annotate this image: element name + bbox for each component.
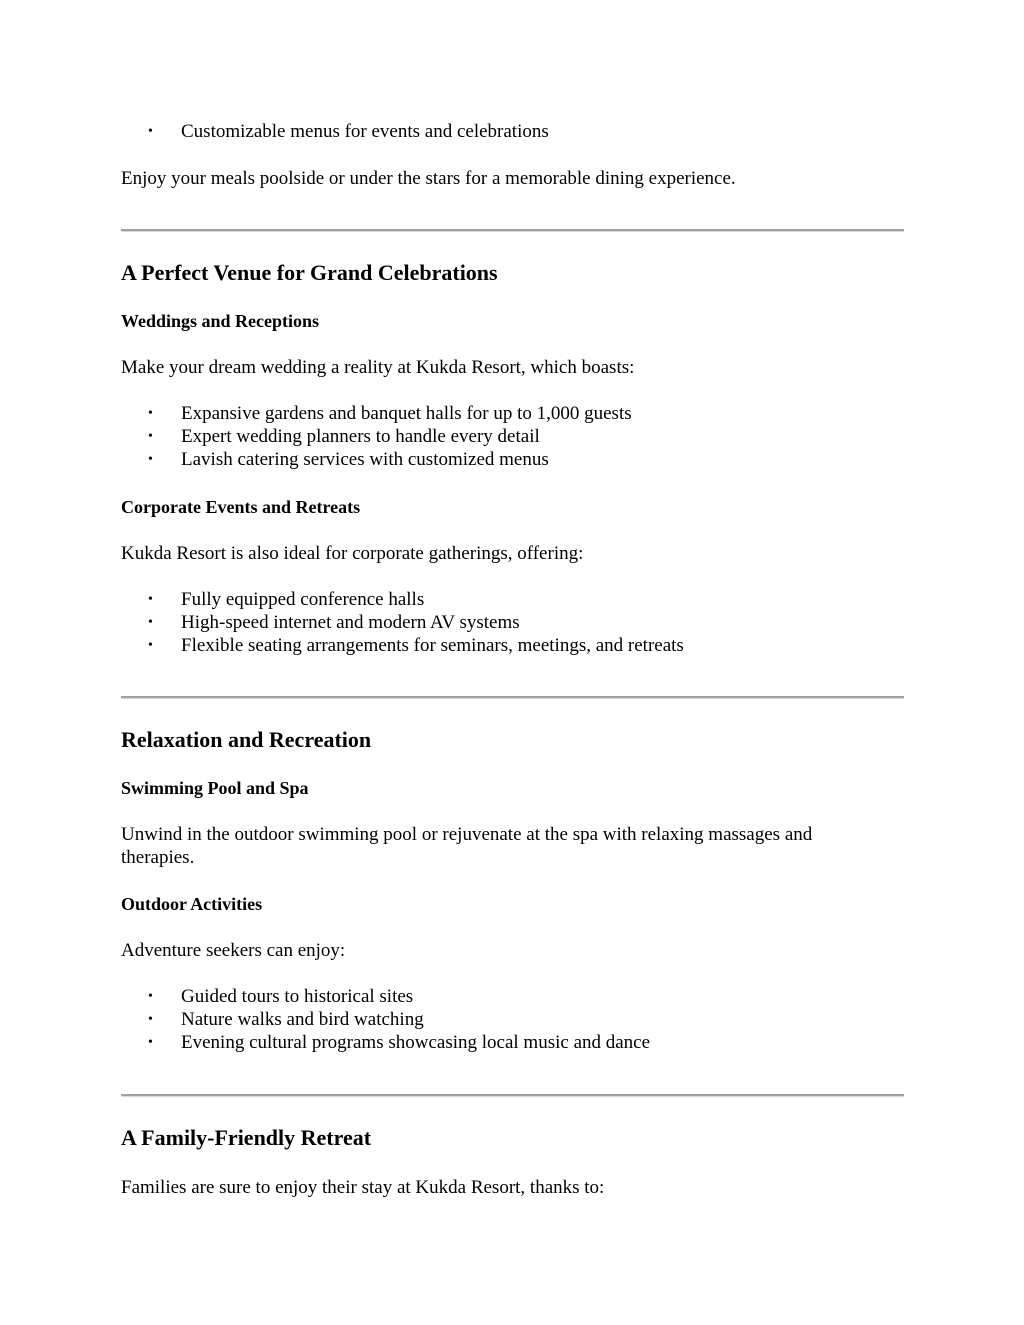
subheading-outdoor: Outdoor Activities xyxy=(121,894,263,914)
weddings-bullet-list xyxy=(121,402,632,471)
weddings-paragraph: Make your dream wedding a reality at Kukda Resort, which boasts: xyxy=(121,357,635,378)
bullet-icon: • xyxy=(148,406,153,421)
list-item: • Customizable menus for events and celebrations xyxy=(148,121,549,142)
section-divider xyxy=(121,229,904,232)
bullet-icon: • xyxy=(148,1035,153,1050)
bullet-icon: • xyxy=(148,615,153,630)
subheading-pool-spa: Swimming Pool and Spa xyxy=(121,778,309,798)
bullet-icon: • xyxy=(148,124,153,139)
dining-paragraph: Enjoy your meals poolside or under the stars for a memorable dining experience. xyxy=(121,168,736,189)
corporate-paragraph: Kukda Resort is also ideal for corporate gatherings, offering: xyxy=(121,543,584,564)
list-item: • Guided tours to historical sites xyxy=(148,986,414,1007)
bullet-icon: • xyxy=(148,638,153,653)
outdoor-bullet-list xyxy=(121,985,650,1054)
subheading-weddings: Weddings and Receptions xyxy=(121,311,320,331)
outdoor-paragraph: Adventure seekers can enjoy: xyxy=(121,940,346,961)
subheading-corporate: Corporate Events and Retreats xyxy=(121,497,361,517)
section-heading-family: A Family-Friendly Retreat xyxy=(121,1125,372,1150)
corporate-bullet-list xyxy=(121,588,684,657)
list-item: • Flexible seating arrangements for seminars, meetings, and retreats xyxy=(148,635,684,656)
list-item: • Evening cultural programs showcasing local music and dance xyxy=(148,1032,651,1053)
list-item: • Nature walks and bird watching xyxy=(148,1009,424,1030)
bullet-icon: • xyxy=(148,592,153,607)
section-heading-relaxation: Relaxation and Recreation xyxy=(121,727,372,752)
section-divider xyxy=(121,696,904,699)
list-item: • Expert wedding planners to handle every detail xyxy=(148,426,540,447)
list-item: • Fully equipped conference halls xyxy=(148,589,425,610)
section-heading-celebrations: A Perfect Venue for Grand Celebrations xyxy=(121,260,498,285)
bullet-icon: • xyxy=(148,452,153,467)
list-item: • Lavish catering services with customized menus xyxy=(148,449,549,470)
list-item: • Expansive gardens and banquet halls for up to 1,000 guests xyxy=(148,403,632,424)
list-item: • High-speed internet and modern AV systems xyxy=(148,612,520,633)
dining-bullet-list xyxy=(121,120,549,143)
section-divider xyxy=(121,1094,904,1097)
pool-spa-paragraph: Unwind in the outdoor swimming pool or rejuvenate at the spa with relaxing massages and therapies. xyxy=(121,824,813,868)
bullet-icon: • xyxy=(148,1012,153,1027)
bullet-icon: • xyxy=(148,429,153,444)
family-paragraph: Families are sure to enjoy their stay at Kukda Resort, thanks to: xyxy=(121,1177,605,1198)
bullet-icon: • xyxy=(148,989,153,1004)
